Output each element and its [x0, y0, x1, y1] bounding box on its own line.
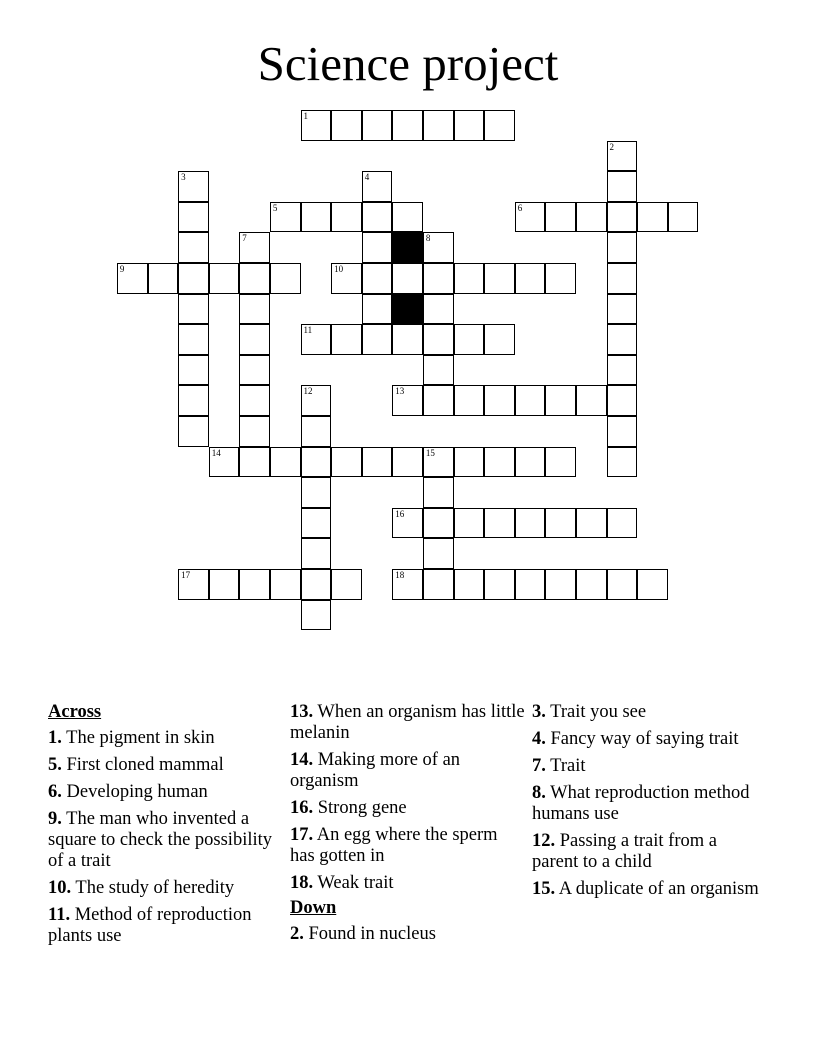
grid-cell[interactable] — [607, 263, 638, 294]
grid-cell[interactable] — [362, 232, 393, 263]
clue-text: When an organism has little melanin — [290, 702, 525, 743]
grid-cell[interactable] — [270, 202, 301, 233]
clue-text: The man who invented a square to check the possibility of a trait — [48, 809, 273, 871]
clue-item — [290, 702, 525, 744]
grid-cell[interactable] — [301, 600, 332, 631]
grid-cell[interactable] — [484, 324, 515, 355]
clue-item — [532, 783, 767, 825]
clue-text: The study of heredity — [71, 878, 235, 898]
grid-cell[interactable] — [607, 569, 638, 600]
grid-cell[interactable] — [515, 508, 546, 539]
grid-cell[interactable] — [484, 263, 515, 294]
grid-cell[interactable] — [545, 202, 576, 233]
grid-cell[interactable] — [423, 294, 454, 325]
grid-cell[interactable] — [362, 171, 393, 202]
grid-cell[interactable] — [607, 294, 638, 325]
across-clues-list-continued — [290, 702, 525, 894]
grid-cell[interactable] — [239, 324, 270, 355]
grid-cell[interactable] — [392, 385, 423, 416]
grid-cell[interactable] — [178, 416, 209, 447]
clue-number-label: 10. — [48, 878, 72, 898]
clue-number-label: 7. — [532, 756, 546, 776]
clue-number: 9 — [119, 263, 125, 274]
clue-number: 14 — [211, 447, 221, 458]
clue-text: First cloned mammal — [61, 755, 224, 775]
grid-cell[interactable] — [423, 324, 454, 355]
grid-cell[interactable] — [239, 447, 270, 478]
clue-item — [48, 728, 283, 749]
grid-cell[interactable] — [209, 447, 240, 478]
clue-number: 6 — [517, 202, 523, 213]
grid-cell[interactable] — [423, 355, 454, 386]
clue-number-label: 16. — [290, 798, 314, 818]
grid-cell[interactable] — [362, 447, 393, 478]
grid-cell[interactable] — [392, 110, 423, 141]
clue-number-label: 13. — [290, 702, 314, 722]
clue-number: 5 — [272, 202, 278, 213]
grid-cell[interactable] — [392, 569, 423, 600]
grid-cell[interactable] — [301, 508, 332, 539]
clue-item — [290, 750, 525, 792]
grid-cell[interactable] — [209, 569, 240, 600]
clue-number-label: 4. — [532, 729, 546, 749]
clue-item — [290, 924, 525, 945]
grid-cell[interactable] — [331, 324, 362, 355]
clue-number: 11 — [303, 325, 313, 336]
clue-text: The pigment in skin — [61, 728, 215, 748]
black-square — [392, 294, 423, 325]
clue-number-label: 9. — [48, 809, 62, 829]
grid-cell[interactable] — [484, 110, 515, 141]
grid-cell[interactable] — [301, 202, 332, 233]
grid-cell[interactable] — [270, 263, 301, 294]
clue-item — [532, 729, 767, 750]
clue-item — [532, 831, 767, 873]
grid-cell[interactable] — [423, 263, 454, 294]
grid-cell[interactable] — [454, 385, 485, 416]
grid-cell[interactable] — [178, 385, 209, 416]
grid-cell[interactable] — [423, 447, 454, 478]
grid-cell[interactable] — [301, 569, 332, 600]
grid-cell[interactable] — [301, 477, 332, 508]
clue-text: A duplicate of an organism — [555, 879, 759, 899]
grid-cell[interactable] — [576, 385, 607, 416]
grid-cell[interactable] — [178, 232, 209, 263]
grid-cell[interactable] — [239, 294, 270, 325]
grid-cell[interactable] — [423, 477, 454, 508]
clue-text: Passing a trait from a parent to a child — [532, 831, 717, 872]
clue-item — [290, 825, 525, 867]
grid-cell[interactable] — [454, 324, 485, 355]
grid-cell[interactable] — [392, 324, 423, 355]
grid-cell[interactable] — [331, 263, 362, 294]
grid-cell[interactable] — [484, 385, 515, 416]
grid-cell[interactable] — [301, 110, 332, 141]
clue-text: Found in nucleus — [303, 924, 436, 944]
grid-cell[interactable] — [454, 569, 485, 600]
clue-item — [48, 755, 283, 776]
clue-column-2 — [290, 702, 525, 951]
clue-number: 2 — [609, 141, 614, 152]
grid-cell[interactable] — [239, 263, 270, 294]
grid-cell[interactable] — [362, 294, 393, 325]
grid-cell[interactable] — [178, 202, 209, 233]
grid-cell[interactable] — [607, 508, 638, 539]
grid-cell[interactable] — [607, 232, 638, 263]
clue-column-1 — [48, 702, 283, 953]
clue-text: Developing human — [61, 782, 208, 802]
black-square — [392, 232, 423, 263]
grid-cell[interactable] — [392, 447, 423, 478]
grid-cell[interactable] — [576, 202, 607, 233]
clue-text: Trait you see — [545, 702, 647, 722]
across-heading: Across — [48, 702, 102, 722]
clue-number-label: 18. — [290, 873, 314, 893]
grid-cell[interactable] — [301, 538, 332, 569]
grid-cell[interactable] — [454, 110, 485, 141]
grid-cell[interactable] — [301, 416, 332, 447]
clue-number: 15 — [425, 447, 435, 458]
grid-cell[interactable] — [331, 110, 362, 141]
grid-cell[interactable] — [423, 508, 454, 539]
clue-number-label: 5. — [48, 755, 62, 775]
grid-cell[interactable] — [668, 202, 699, 233]
clue-text: Making more of an organism — [290, 750, 461, 791]
grid-cell[interactable] — [607, 355, 638, 386]
down-clues-list — [290, 924, 525, 945]
grid-cell[interactable] — [239, 355, 270, 386]
clue-number-label: 8. — [532, 783, 546, 803]
clue-number: 3 — [181, 172, 186, 183]
grid-cell[interactable] — [178, 263, 209, 294]
clue-item — [290, 798, 525, 819]
clue-item — [48, 809, 283, 872]
grid-cell[interactable] — [423, 385, 454, 416]
clue-text: Trait — [545, 756, 586, 776]
grid-cell[interactable] — [607, 447, 638, 478]
grid-cell[interactable] — [239, 416, 270, 447]
grid-cell[interactable] — [362, 324, 393, 355]
grid-cell[interactable] — [178, 171, 209, 202]
grid-cell[interactable] — [454, 447, 485, 478]
clue-number-label: 11. — [48, 905, 71, 925]
grid-cell[interactable] — [484, 447, 515, 478]
grid-cell[interactable] — [484, 569, 515, 600]
grid-cell[interactable] — [239, 569, 270, 600]
clue-number: 10 — [334, 263, 344, 274]
grid-cell[interactable] — [362, 202, 393, 233]
grid-cell[interactable] — [392, 508, 423, 539]
clue-number-label: 6. — [48, 782, 62, 802]
grid-cell[interactable] — [178, 324, 209, 355]
clue-text: Method of reproduction plants use — [48, 905, 252, 946]
grid-cell[interactable] — [545, 569, 576, 600]
grid-cell[interactable] — [454, 263, 485, 294]
clue-text: Weak trait — [313, 873, 394, 893]
clue-number: 1 — [303, 110, 308, 121]
clue-item — [290, 873, 525, 894]
clue-number-label: 17. — [290, 825, 314, 845]
grid-cell[interactable] — [270, 569, 301, 600]
grid-cell[interactable] — [423, 569, 454, 600]
clue-number-label: 3. — [532, 702, 546, 722]
grid-cell[interactable] — [178, 294, 209, 325]
clue-number-label: 15. — [532, 879, 556, 899]
grid-cell[interactable] — [576, 569, 607, 600]
grid-cell[interactable] — [515, 202, 546, 233]
clue-number: 8 — [425, 233, 431, 244]
grid-cell[interactable] — [239, 385, 270, 416]
clue-number: 16 — [395, 508, 405, 519]
grid-cell[interactable] — [331, 447, 362, 478]
clue-item — [48, 905, 283, 947]
grid-cell[interactable] — [545, 385, 576, 416]
clue-number-label: 14. — [290, 750, 314, 770]
grid-cell[interactable] — [239, 232, 270, 263]
clue-number-label: 1. — [48, 728, 62, 748]
grid-cell[interactable] — [423, 538, 454, 569]
grid-cell[interactable] — [362, 110, 393, 141]
grid-cell[interactable] — [331, 202, 362, 233]
grid-cell[interactable] — [423, 110, 454, 141]
grid-cell[interactable] — [117, 263, 148, 294]
grid-cell[interactable] — [301, 447, 332, 478]
grid-cell[interactable] — [454, 508, 485, 539]
clue-number: 7 — [242, 233, 247, 244]
clue-item — [48, 878, 283, 899]
grid-cell[interactable] — [515, 447, 546, 478]
clue-item — [48, 782, 283, 803]
clue-number-label: 2. — [290, 924, 304, 944]
grid-cell[interactable] — [545, 508, 576, 539]
clue-text: Fancy way of saying trait — [545, 729, 739, 749]
grid-cell[interactable] — [515, 385, 546, 416]
clue-number: 17 — [181, 569, 191, 580]
grid-cell[interactable] — [270, 447, 301, 478]
clue-number: 13 — [395, 386, 405, 397]
grid-cell[interactable] — [392, 202, 423, 233]
clue-item — [532, 756, 767, 777]
grid-cell[interactable] — [576, 508, 607, 539]
down-clues-list-continued — [532, 702, 767, 900]
clue-text: What reproduction method humans use — [532, 783, 750, 824]
grid-cell[interactable] — [607, 141, 638, 172]
grid-cell[interactable] — [515, 569, 546, 600]
grid-cell[interactable] — [178, 569, 209, 600]
grid-cell[interactable] — [607, 324, 638, 355]
clue-item — [532, 702, 767, 723]
across-clues-list — [48, 728, 283, 947]
grid-cell[interactable] — [607, 416, 638, 447]
clue-number: 18 — [395, 569, 405, 580]
clue-text: Strong gene — [313, 798, 407, 818]
clue-column-3 — [532, 702, 767, 906]
grid-cell[interactable] — [301, 385, 332, 416]
grid-cell[interactable] — [178, 355, 209, 386]
clue-number: 4 — [364, 172, 370, 183]
grid-cell[interactable] — [209, 263, 240, 294]
grid-cell[interactable] — [484, 508, 515, 539]
grid-cell[interactable] — [423, 232, 454, 263]
grid-cell[interactable] — [148, 263, 179, 294]
down-heading: Down — [290, 898, 337, 918]
grid-cell[interactable] — [331, 569, 362, 600]
clue-number-label: 12. — [532, 831, 556, 851]
grid-cell[interactable] — [362, 263, 393, 294]
grid-cell[interactable] — [607, 202, 638, 233]
grid-cell[interactable] — [515, 263, 546, 294]
clue-item — [532, 879, 767, 900]
grid-cell[interactable] — [545, 263, 576, 294]
grid-cell[interactable] — [301, 324, 332, 355]
grid-cell[interactable] — [607, 171, 638, 202]
grid-cell[interactable] — [637, 569, 668, 600]
grid-cell[interactable] — [637, 202, 668, 233]
clue-text: An egg where the sperm has gotten in — [290, 825, 498, 866]
page-title: Science project — [257, 36, 559, 91]
grid-cell[interactable] — [545, 447, 576, 478]
clue-number: 12 — [303, 386, 313, 397]
grid-cell[interactable] — [607, 385, 638, 416]
grid-cell[interactable] — [392, 263, 423, 294]
